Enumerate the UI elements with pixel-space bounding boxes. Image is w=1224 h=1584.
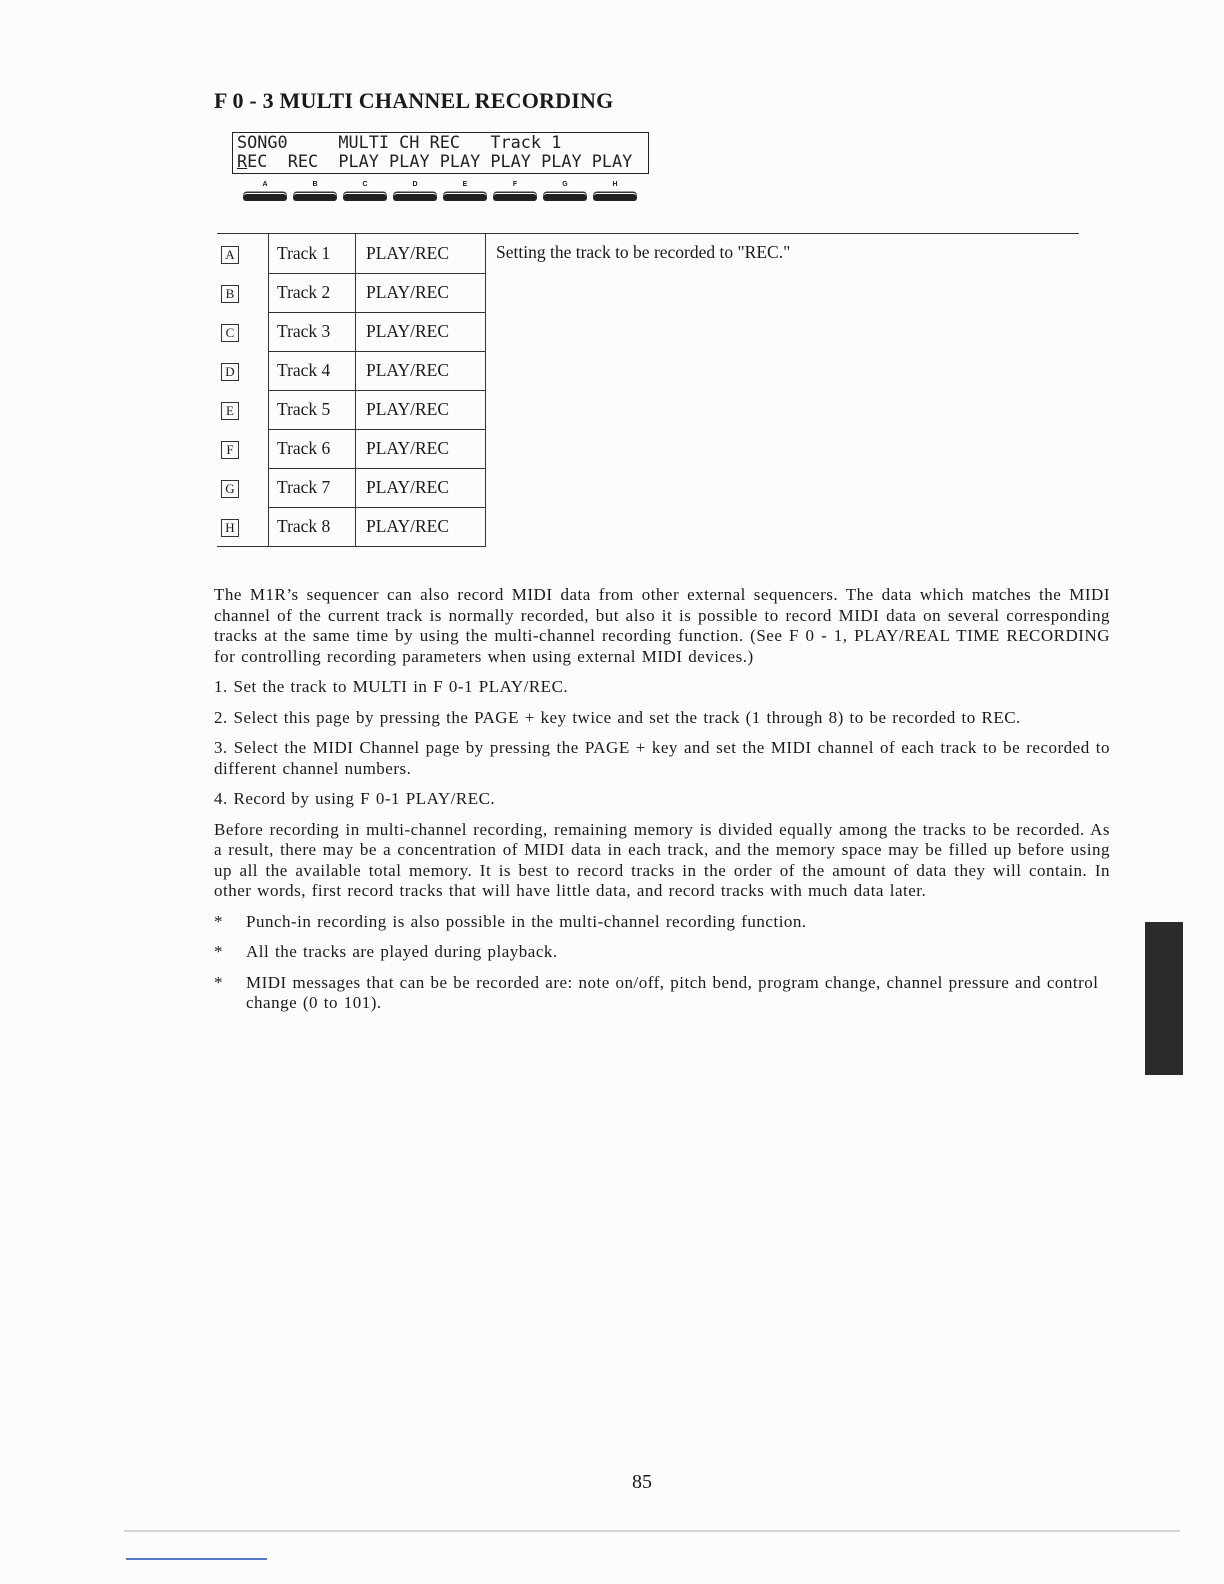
key-cell: [217, 429, 269, 468]
value-cell: PLAY/REC: [356, 507, 486, 547]
table-row: [217, 234, 1079, 274]
memory-paragraph: Before recording in multi-channel recording, remaining memory is divided equally among the tracks to be recorded. As a result, there may be a concentration of MIDI data in each track, and the memory space may be filled up before using up all the available total memory. It is best to record tracks in the order of the amount of data they will contain. In other words, first record tracks that will have little data, and record tracks with much data later.: [214, 819, 1110, 900]
asterisk-icon: *: [214, 942, 223, 961]
description-cell: Setting the track to be recorded to "REC.": [486, 234, 1080, 547]
key-cell: [217, 273, 269, 312]
lcd-line-1: SONG0 MULTI CH REC Track 1: [237, 133, 562, 153]
key-box-icon: E: [221, 402, 239, 420]
soft-key-label: A: [262, 181, 268, 188]
soft-key-bar-icon: [543, 193, 587, 201]
track-cell: Track 5: [269, 390, 356, 429]
soft-key-label: F: [512, 181, 518, 188]
note-text: MIDI messages that can be be recorded are: note on/off, pitch bend, program change, channel pressure and control change (0 to 101).: [246, 972, 1099, 1012]
key-box-icon: H: [221, 519, 239, 537]
soft-key-bar-icon: [343, 193, 387, 201]
soft-key-c[interactable]: [342, 181, 388, 205]
key-box-icon: G: [221, 480, 239, 498]
key-cell: [217, 312, 269, 351]
lcd-line-2: [237, 153, 644, 172]
soft-key-bar-icon: [493, 193, 537, 201]
soft-key-bar-icon: [243, 193, 287, 201]
key-cell: [217, 234, 269, 274]
soft-key-a[interactable]: [242, 181, 288, 205]
lcd-line-2-rest: EC REC PLAY PLAY PLAY PLAY PLAY PLAY: [247, 152, 633, 172]
asterisk-icon: *: [214, 972, 223, 992]
value-cell: PLAY/REC: [356, 429, 486, 468]
soft-key-bar-icon: [443, 193, 487, 201]
soft-key-h[interactable]: [592, 181, 638, 205]
soft-key-label: B: [312, 181, 318, 188]
footer-link-underline: [126, 1558, 267, 1560]
key-box-icon: D: [221, 363, 239, 381]
step-item: 3. Select the MIDI Channel page by pressing the PAGE + key and set the MIDI channel of each track to be recorded to different channel numbers.: [214, 738, 1110, 778]
value-cell: PLAY/REC: [356, 312, 486, 351]
parameter-table: [217, 233, 1079, 547]
track-cell: Track 8: [269, 507, 356, 547]
note-item: [214, 912, 1110, 933]
key-box-icon: B: [221, 285, 239, 303]
soft-key-bar-icon: [293, 193, 337, 201]
step-item: 2. Select this page by pressing the PAGE + key twice and set the track (1 through 8) to be recorded to REC.: [214, 707, 1021, 727]
track-cell: Track 6: [269, 429, 356, 468]
soft-key-label: G: [562, 181, 568, 188]
key-cell: [217, 351, 269, 390]
track-cell: Track 2: [269, 273, 356, 312]
soft-key-bar-icon: [593, 193, 637, 201]
value-cell: PLAY/REC: [356, 273, 486, 312]
soft-key-e[interactable]: [442, 181, 488, 205]
section-title: F 0 - 3 MULTI CHANNEL RECORDING: [214, 88, 614, 113]
note-item: [214, 973, 1110, 1014]
asterisk-icon: *: [214, 911, 223, 931]
value-cell: PLAY/REC: [356, 468, 486, 507]
value-cell: PLAY/REC: [356, 234, 486, 274]
key-box-icon: A: [221, 246, 239, 264]
section-thumb-tab: [1145, 922, 1183, 1075]
soft-key-label: C: [362, 181, 368, 188]
note-text: Punch-in recording is also possible in the multi-channel recording function.: [246, 911, 807, 931]
key-cell: [217, 390, 269, 429]
value-cell: PLAY/REC: [356, 390, 486, 429]
note-item: [214, 942, 1110, 963]
footer-divider: [124, 1530, 1180, 1532]
intro-paragraph: The M1R’s sequencer can also record MIDI data from other external sequencers. The data which matches the MIDI channel of the current track is normally recorded, but also it is possible to record MIDI data on several corresponding tracks at the same time by using the multi-channel recording function. (See F 0 - 1, PLAY/REAL TIME RECORDING for controlling recording parameters when using external MIDI devices.): [214, 585, 1110, 666]
key-box-icon: C: [221, 324, 239, 342]
soft-key-f[interactable]: [492, 181, 538, 205]
value-cell: PLAY/REC: [356, 351, 486, 390]
track-cell: Track 4: [269, 351, 356, 390]
track-cell: Track 1: [269, 234, 356, 274]
soft-key-label: D: [412, 181, 418, 188]
step-item: 4. Record by using F 0-1 PLAY/REC.: [214, 789, 496, 808]
soft-key-d[interactable]: [392, 181, 438, 205]
page-number: 85: [632, 1471, 652, 1493]
key-box-icon: F: [221, 441, 239, 459]
soft-key-row: [242, 181, 638, 205]
key-cell: [217, 507, 269, 547]
track-cell: Track 7: [269, 468, 356, 507]
step-item: 1. Set the track to MULTI in F 0-1 PLAY/REC.: [214, 677, 569, 696]
lcd-display: [232, 132, 649, 174]
soft-key-label: H: [612, 181, 618, 188]
body-text: [214, 585, 1110, 1024]
note-text: All the tracks are played during playback.: [246, 942, 558, 961]
soft-key-bar-icon: [393, 193, 437, 201]
track-cell: Track 3: [269, 312, 356, 351]
soft-key-g[interactable]: [542, 181, 588, 205]
soft-key-b[interactable]: [292, 181, 338, 205]
lcd-cursor-char: R: [237, 152, 248, 172]
soft-key-label: E: [462, 181, 468, 188]
key-cell: [217, 468, 269, 507]
